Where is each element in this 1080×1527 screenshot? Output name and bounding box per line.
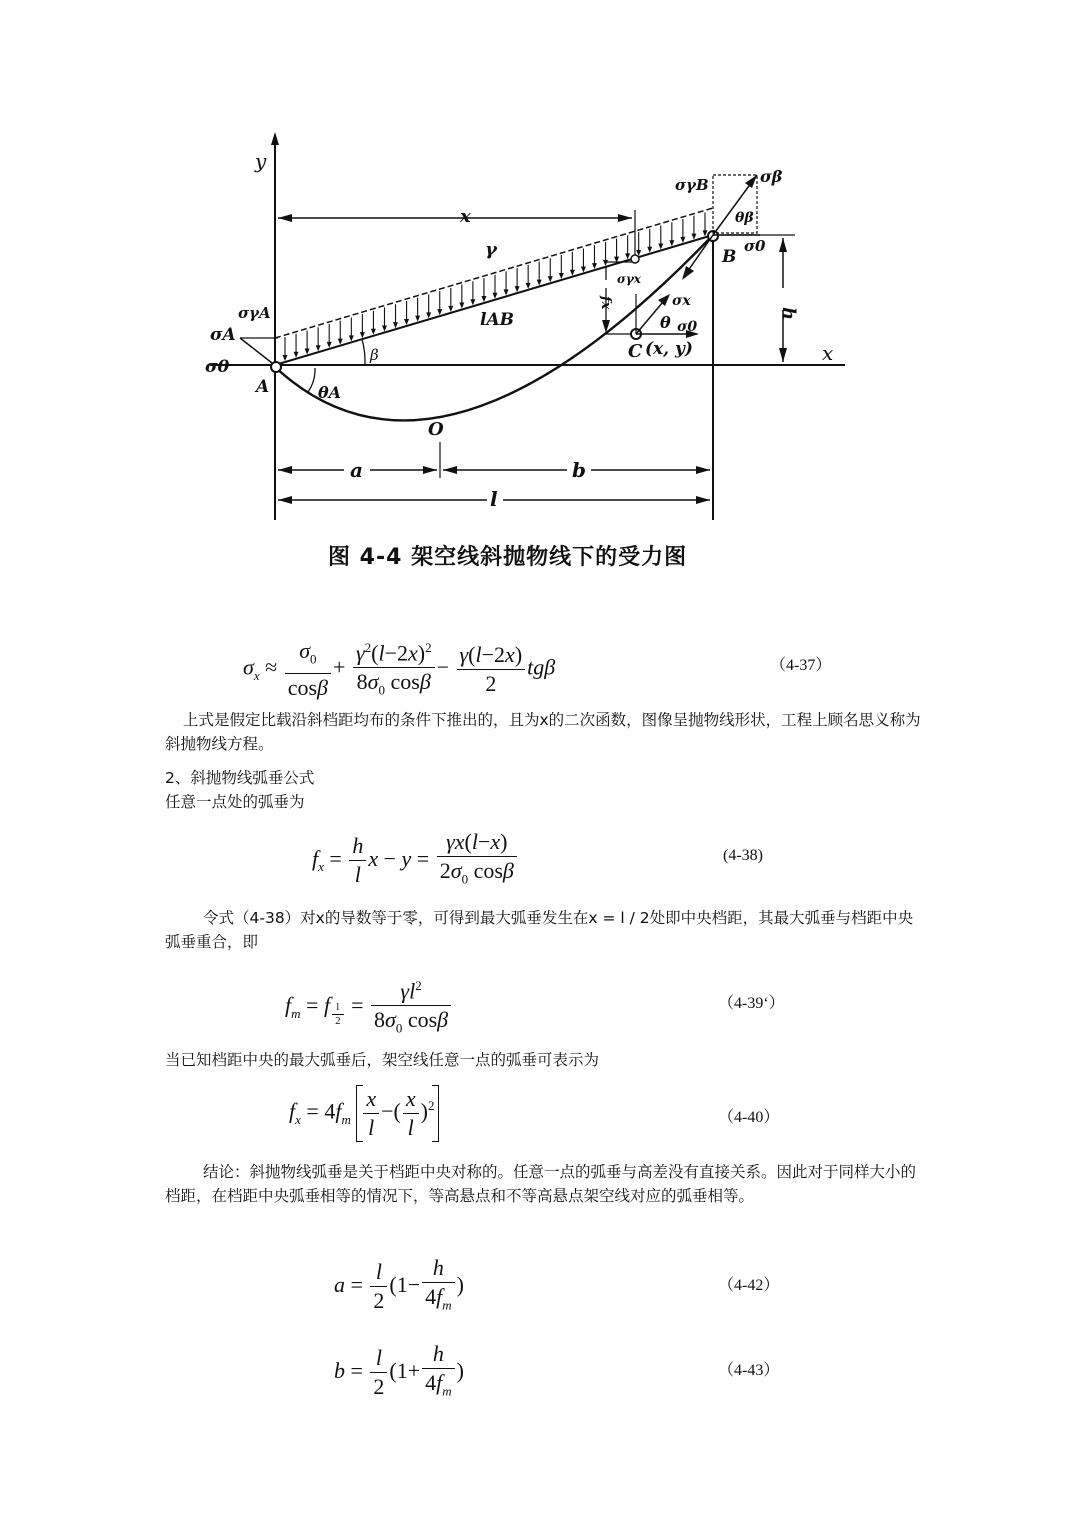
distributed-load-arrows [283,212,708,361]
sigma-beta-label: σβ [760,167,783,186]
load-arrow-head [526,283,531,289]
paragraph-1: 上式是假定比载沿斜档距均布的条件下推出的，且为x的二次函数，图像呈抛物线形状，工程上顾名思义称为斜抛物线方程。 [165,711,921,753]
load-arrow-head [548,276,553,282]
sigma-gamma-a-label: σγA [238,304,271,322]
sigma-gamma-b-label: σγB [675,176,709,194]
section-heading-2: 2、斜抛物线弧垂公式 [165,769,315,787]
theta-label: θ [660,313,671,332]
load-arrow-head [382,326,387,332]
l-ab-label: lAB [480,310,515,330]
point-a [271,362,281,372]
load-arrow-head [349,335,354,341]
load-arrow-head [537,280,542,286]
paragraph-3: 令式（4-38）对x的导数等于零，可得到最大弧垂发生在x = l / 2处即中央档距，其最大弧垂与档距中央弧垂重合，即 [165,909,914,951]
paragraph-5: 结论：斜抛物线弧垂是关于档距中央对称的。任意一点的弧垂与高差没有直接关系。因此对于同样大小的档距，在档距中央弧垂相等的情况下，等高悬点和不等高悬点架空线对应的弧垂相等。 [165,1163,917,1205]
f-x-label: fx [598,296,613,310]
l-label: l [490,487,498,511]
load-arrow-head [592,263,597,269]
load-arrow-head [360,332,365,338]
point-cx-top [631,255,639,263]
load-arrow-head [625,253,630,259]
beta-arc [362,339,365,365]
load-arrow-head [581,266,586,272]
y-axis-label: y [255,149,267,173]
paragraph-4: 当已知档距中央的最大弧垂后，架空线任意一点的弧垂可表示为 [165,1051,600,1069]
a-label: a [350,458,363,482]
load-arrow-head [647,247,652,253]
load-arrow-head [669,240,674,246]
equation-4-40: $f_x = 4f_m$ $\frac{x}{l}$ −( $\frac{x}{l}$ )$^2$ [289,1085,439,1142]
load-arrow-head [371,329,376,335]
equation-number-4-39: （4-39‘） [718,995,785,1012]
load-arrow-head [570,270,575,276]
load-arrow-head [515,286,520,292]
figure-caption: 图 4-4 架空线斜抛物线下的受力图 [328,545,688,570]
load-arrow-head [603,260,608,266]
load-arrow-head [459,303,464,309]
load-arrow-head [305,348,310,354]
load-arrow-head [426,312,431,318]
equation-number-4-37: （4-37） [770,657,832,674]
beta-label: β [370,346,379,364]
point-a-label: A [256,377,270,397]
x-axis-label: x [822,341,834,365]
load-arrow-head [283,355,288,361]
equation-4-37: $\sigma_x$ ≈ $\frac{\sigma_0}{\cos\beta}$ + $\frac{\gamma^2(l-2x)^2}{8\sigma_0 \cos\beta}$ − $\frac{\gamma(l-2x)}{2}$ tgβ [243,634,555,705]
equation-number-4-43: （4-43） [718,1362,780,1379]
load-arrow-head [338,339,343,345]
h-label: h [778,307,799,321]
equation-4-43: b = $\frac{l}{2}$ (1+ $\frac{h}{4f_m}$ ) [334,1341,464,1400]
sigma-a-label: σA [210,325,236,345]
equation-number-4-42: （4-42） [718,1277,780,1294]
load-arrow-head [437,309,442,315]
x-dimension-label: x [460,206,471,227]
equation-number-4-40: （4-40） [718,1109,780,1126]
load-arrow-head [294,352,299,358]
theta-a-label: θA [318,383,342,402]
load-arrow-head [658,243,663,249]
equation-4-42: a = $\frac{l}{2}$ (1− $\frac{h}{4f_m}$ ) [334,1255,464,1314]
load-arrow-head [415,316,420,322]
b-label: b [572,458,586,482]
load-arrow-head [493,293,498,299]
load-arrow-head [393,322,398,328]
gamma-label: γ [485,239,497,260]
equation-4-38: $f_x$ = $\frac{h}{l}$ x − y = $\frac{\gamma x(l-x)}{2\sigma_0 \cos\beta}$ [312,828,519,893]
sigma-0-left-label: σ0 [205,357,230,377]
load-arrow-head [448,306,453,312]
point-b-label: B [722,247,737,267]
load-arrow-head [327,342,332,348]
sigma-x-label: σx [672,293,691,309]
sigma-gamma-x-label: σγx [617,272,641,286]
load-arrow-head [691,234,696,240]
equation-number-4-38: (4-38) [723,847,763,864]
point-c-label: C [628,341,643,362]
load-arrow-head [559,273,564,279]
load-arrow-head [470,299,475,305]
load-arrow-head [481,296,486,302]
load-arrow-head [680,237,685,243]
theta-beta-label: θβ [735,210,754,226]
load-arrow-head [316,345,321,351]
force-diagram [195,130,865,530]
sigma-0-c-label: σ0 [677,319,698,335]
y-axis-arrow [271,132,279,145]
point-c-coords: (x, y) [645,339,693,359]
load-arrow-head [504,289,509,295]
load-arrow-head [404,319,409,325]
paragraph-2: 任意一点处的弧垂为 [165,793,305,811]
theta-a-arc [308,368,315,392]
sigma-0-right-label: σ0 [744,237,766,255]
equation-4-39: $f_m = f$ $_{\frac{l}{2}}$ = $\frac{\gamma l^2}{8\sigma_0 \cos\beta}$ [285,972,453,1043]
load-arrow-head [703,230,708,236]
point-o-label: O [428,419,444,440]
